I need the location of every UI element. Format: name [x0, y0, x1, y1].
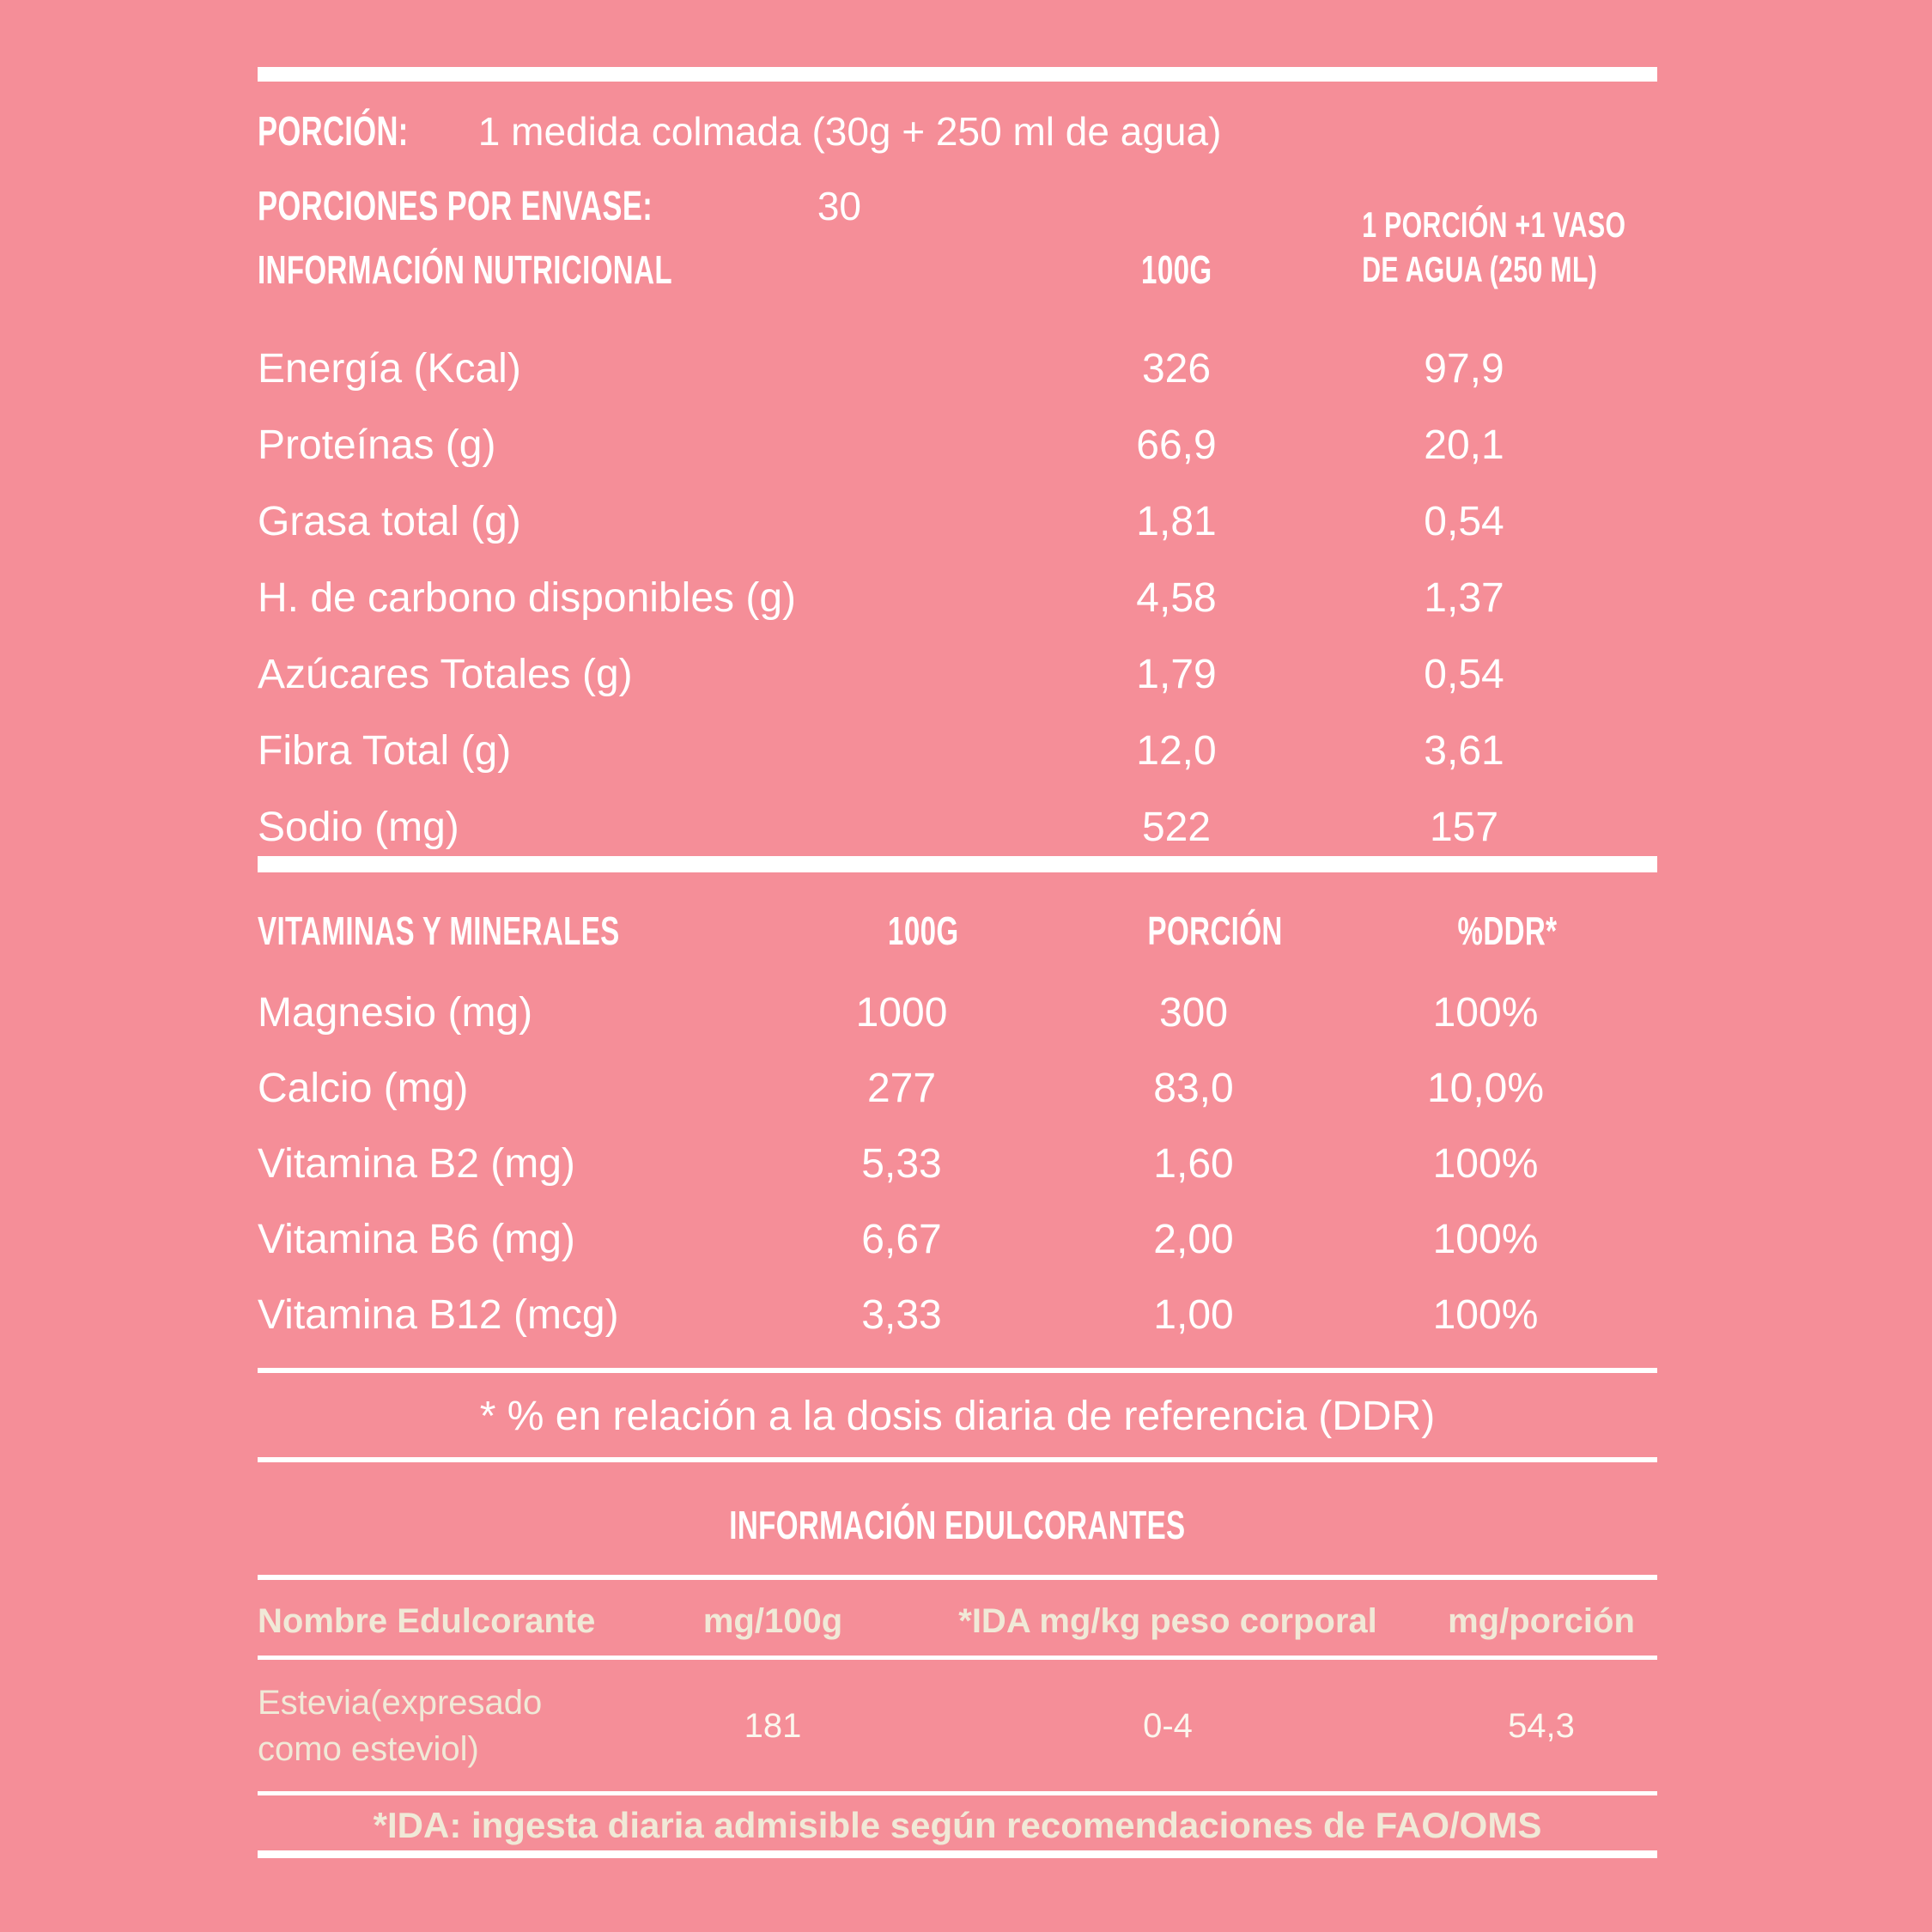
row-label: Grasa total (g): [258, 499, 521, 544]
vitamins-table-title: VITAMINAS Y MINERALES: [258, 908, 620, 953]
sweetener-ida: 0-4: [1143, 1706, 1193, 1745]
servings-per-container-value: 30: [817, 184, 861, 228]
separator-line: [258, 1368, 1657, 1373]
value-portion: 0,54: [1424, 652, 1504, 697]
value-portion: 3,61: [1424, 728, 1504, 774]
sweetener-name: [258, 1680, 635, 1772]
serving-size-value: 1 medida colmada (30g + 250 ml de agua): [477, 109, 1222, 154]
row-label: Magnesio (mg): [258, 989, 533, 1036]
column-header-100g: 100G: [888, 908, 959, 953]
row-label: Vitamina B2 (mg): [258, 1140, 575, 1187]
value-100g: 1,81: [1136, 499, 1217, 544]
ddr-footnote: * % en relación a la dosis diaria de referencia (DDR): [479, 1394, 1436, 1439]
separator-line: [258, 1656, 1657, 1660]
value-100g: 277: [866, 1065, 937, 1111]
value-100g: 1000: [855, 989, 948, 1036]
separator-line: [258, 1575, 1657, 1580]
value-ddr: 10,0%: [1426, 1065, 1545, 1111]
nutrition-table-body: [258, 331, 1657, 866]
value-ddr: 100%: [1432, 1216, 1539, 1262]
column-header-porcion: PORCIÓN: [1148, 908, 1284, 953]
separator-line: [258, 1791, 1657, 1795]
column-header-ida: *IDA mg/kg peso corporal: [958, 1601, 1377, 1640]
table-row: [258, 1201, 1657, 1277]
value-portion: 0,54: [1424, 499, 1504, 544]
separator-bar-middle: [258, 856, 1657, 872]
value-portion: 83,0: [1153, 1065, 1234, 1111]
value-portion: 20,1: [1424, 422, 1504, 468]
separator-line: [258, 1457, 1657, 1462]
value-100g: 326: [1141, 346, 1212, 392]
table-row: [258, 789, 1657, 866]
row-label: Fibra Total (g): [258, 728, 512, 774]
table-row: [258, 1050, 1657, 1126]
column-header-portion-line1: 1 PORCIÓN +1 VASO: [1362, 204, 1626, 245]
vitamins-table-header: [258, 900, 1657, 953]
value-portion: 97,9: [1424, 346, 1504, 392]
row-label: Energía (Kcal): [258, 346, 521, 392]
table-row: [258, 975, 1657, 1050]
value-portion: 157: [1429, 805, 1499, 850]
sweeteners-title-cell: [258, 1498, 1657, 1552]
column-header-100g: 100G: [1140, 247, 1212, 292]
value-100g: 5,33: [861, 1140, 942, 1187]
column-header-ddr: %DDR*: [1457, 908, 1558, 953]
row-label: H. de carbono disponibles (g): [258, 575, 797, 621]
nutrition-table-header: [258, 185, 1657, 292]
value-ddr: 100%: [1432, 1140, 1539, 1187]
value-portion: 2,00: [1153, 1216, 1234, 1262]
column-header-mgporcion: mg/porción: [1448, 1601, 1635, 1640]
serving-size-line: [258, 107, 1657, 156]
sweetener-name-line1: Estevia(expresado: [258, 1684, 543, 1722]
value-ddr: 100%: [1432, 1291, 1539, 1338]
value-100g: 4,58: [1136, 575, 1217, 621]
row-label: Azúcares Totales (g): [258, 652, 633, 697]
ida-footnote: *IDA: ingesta diaria admisible según recomendaciones de FAO/OMS: [373, 1805, 1542, 1845]
nutrition-table-title-cell: [258, 247, 1030, 292]
table-row: [258, 483, 1657, 560]
value-100g: 66,9: [1136, 422, 1217, 468]
table-row: [258, 407, 1657, 483]
value-ddr: 100%: [1432, 989, 1539, 1036]
table-row: [258, 1126, 1657, 1201]
separator-line-bottom: [258, 1850, 1657, 1858]
table-row: [258, 560, 1657, 636]
table-row: [258, 636, 1657, 713]
serving-size-label: PORCIÓN:: [258, 109, 409, 155]
column-header-mg100g: mg/100g: [702, 1601, 843, 1640]
separator-bar-top: [258, 67, 1657, 82]
sweetener-mgporcion: 54,3: [1508, 1706, 1575, 1745]
value-100g: 12,0: [1136, 728, 1217, 774]
sweeteners-title: INFORMACIÓN EDULCORANTES: [729, 1503, 1186, 1547]
table-row: [258, 1277, 1657, 1352]
row-label: Vitamina B6 (mg): [258, 1216, 575, 1262]
table-row: [258, 331, 1657, 407]
value-100g: 3,33: [861, 1291, 942, 1338]
column-header-portion: [1322, 203, 1626, 292]
row-label: Proteínas (g): [258, 422, 496, 468]
sweeteners-table-header: [258, 1595, 1657, 1647]
value-portion: 300: [1158, 989, 1229, 1036]
table-row: [258, 713, 1657, 789]
value-portion: 1,37: [1424, 575, 1504, 621]
value-100g: 1,79: [1136, 652, 1217, 697]
value-100g: 6,67: [861, 1216, 942, 1262]
row-label: Vitamina B12 (mcg): [258, 1291, 619, 1338]
vitamins-table-title-cell: [258, 908, 761, 953]
sweetener-row: [258, 1670, 1657, 1782]
column-header-portion-line2: DE AGUA (250 ML): [1362, 249, 1598, 289]
value-100g: 522: [1141, 805, 1212, 850]
value-portion: 1,00: [1153, 1291, 1234, 1338]
nutrition-table-title: INFORMACIÓN NUTRICIONAL: [258, 247, 672, 292]
servings-per-container-label: PORCIONES POR ENVASE:: [258, 184, 653, 229]
sweetener-mg100g: 181: [744, 1706, 802, 1745]
sweetener-name-line2: como esteviol): [258, 1730, 479, 1768]
vitamins-table-body: [258, 975, 1657, 1352]
row-label: Sodio (mg): [258, 805, 459, 850]
row-label: Calcio (mg): [258, 1065, 469, 1111]
value-portion: 1,60: [1153, 1140, 1234, 1187]
column-header-name: Nombre Edulcorante: [258, 1601, 596, 1640]
